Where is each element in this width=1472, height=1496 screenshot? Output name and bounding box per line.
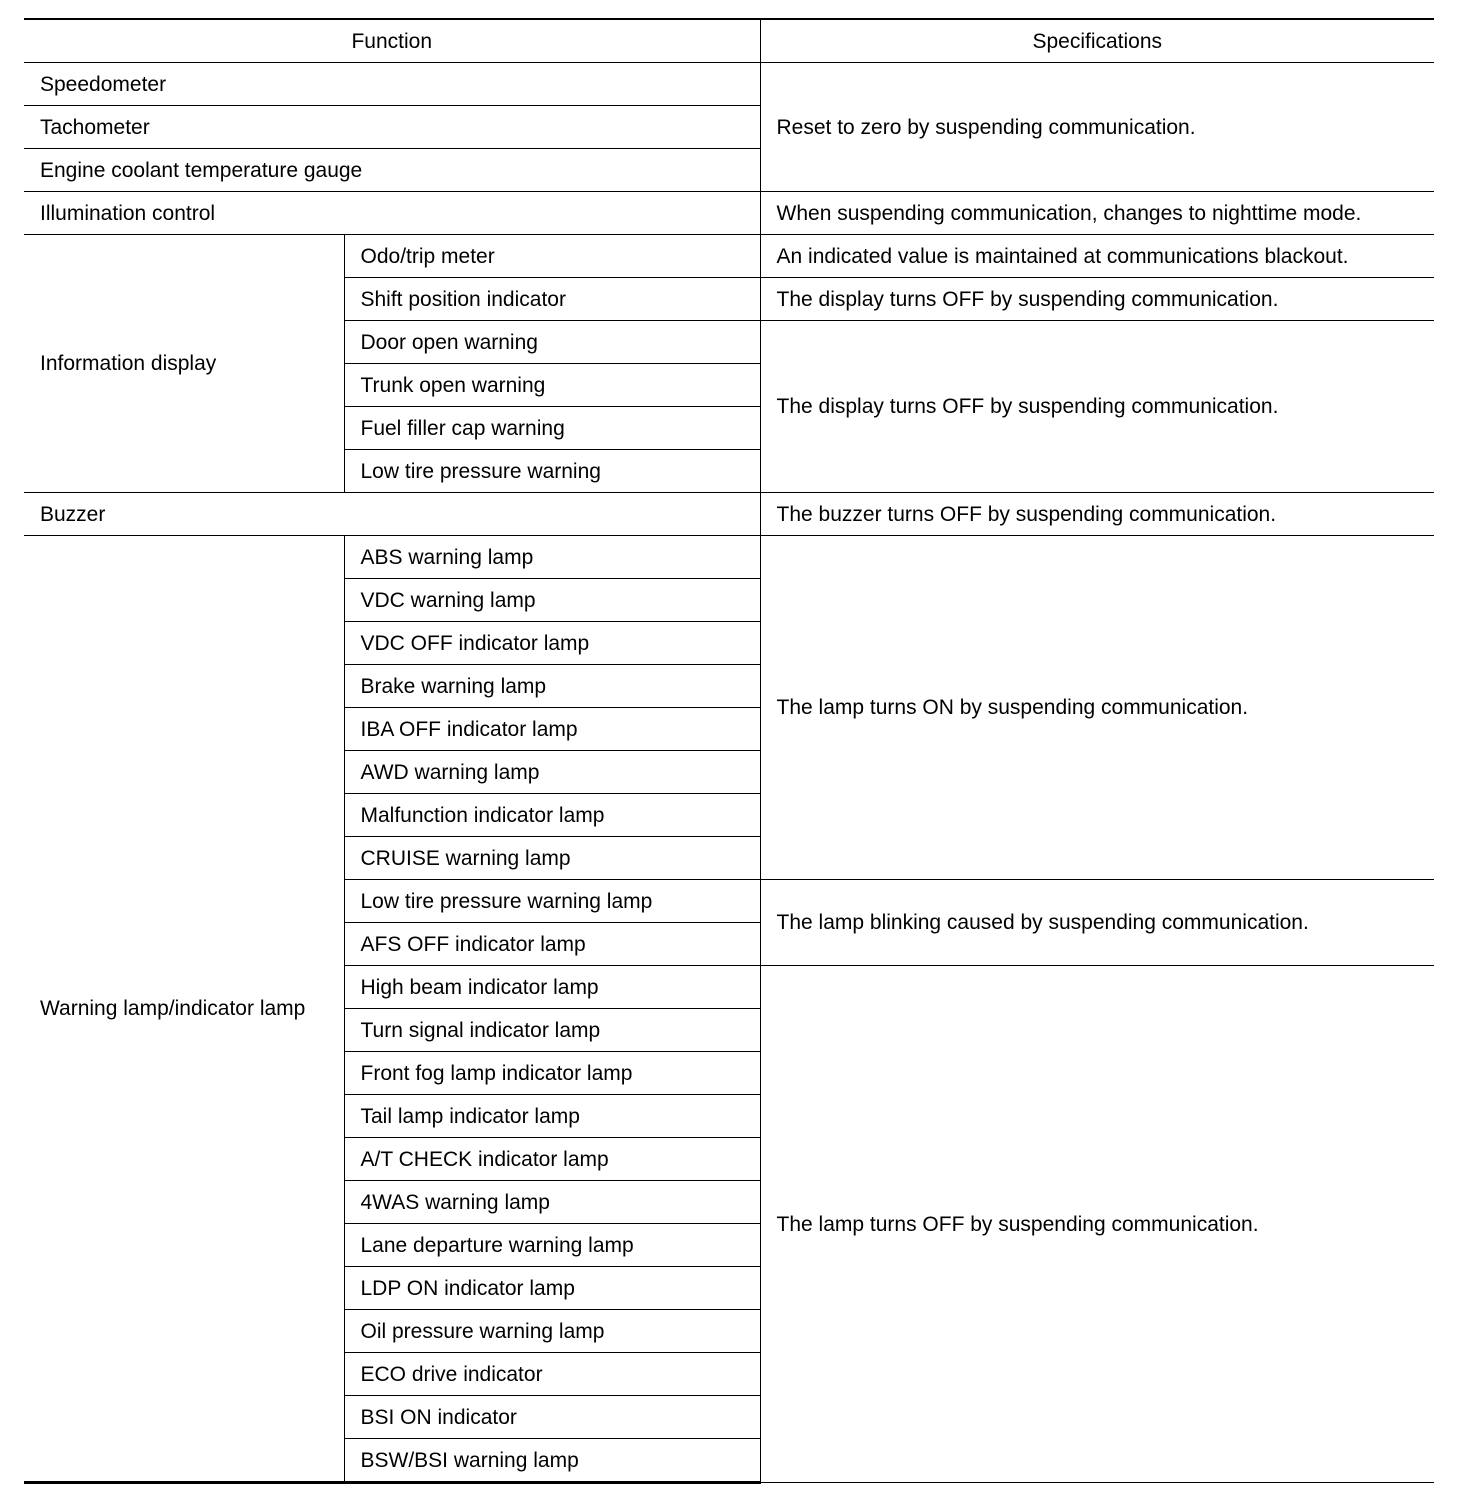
item-cell-lamp: AWD warning lamp <box>344 751 760 794</box>
item-cell-lamp: IBA OFF indicator lamp <box>344 708 760 751</box>
item-cell-lamp: BSI ON indicator <box>344 1396 760 1439</box>
spec-cell-lamp-blink: The lamp blinking caused by suspending communication. <box>760 880 1434 966</box>
item-cell-low-tire: Low tire pressure warning <box>344 450 760 493</box>
function-header: Function <box>24 19 760 63</box>
function-cell-tachometer: Tachometer <box>24 106 760 149</box>
function-cell-coolant-gauge: Engine coolant temperature gauge <box>24 149 760 192</box>
item-cell-lamp: 4WAS warning lamp <box>344 1181 760 1224</box>
item-cell-lamp: Malfunction indicator lamp <box>344 794 760 837</box>
table-row <box>24 536 1434 579</box>
item-cell-lamp: Turn signal indicator lamp <box>344 1009 760 1052</box>
item-cell-trunk-open: Trunk open warning <box>344 364 760 407</box>
function-cell-buzzer: Buzzer <box>24 493 760 536</box>
item-cell-lamp: Low tire pressure warning lamp <box>344 880 760 923</box>
spec-cell-lamp-on: The lamp turns ON by suspending communication. <box>760 536 1434 880</box>
item-cell-lamp: AFS OFF indicator lamp <box>344 923 760 966</box>
table-row <box>24 192 1434 235</box>
table-row <box>24 63 1434 106</box>
spec-cell-display-warnings: The display turns OFF by suspending communication. <box>760 321 1434 493</box>
table-row <box>24 493 1434 536</box>
item-cell-odo-trip: Odo/trip meter <box>344 235 760 278</box>
group-cell-information-display: Information display <box>24 235 344 493</box>
item-cell-lamp: BSW/BSI warning lamp <box>344 1439 760 1483</box>
specifications-header: Specifications <box>760 19 1434 63</box>
spec-cell-shift-position: The display turns OFF by suspending communication. <box>760 278 1434 321</box>
item-cell-lamp: VDC warning lamp <box>344 579 760 622</box>
item-cell-lamp: Lane departure warning lamp <box>344 1224 760 1267</box>
item-cell-lamp: ECO drive indicator <box>344 1353 760 1396</box>
spec-cell-gauges: Reset to zero by suspending communication. <box>760 63 1434 192</box>
spec-cell-odo-trip: An indicated value is maintained at communications blackout. <box>760 235 1434 278</box>
item-cell-shift-position: Shift position indicator <box>344 278 760 321</box>
function-cell-illumination: Illumination control <box>24 192 760 235</box>
spec-cell-lamp-off: The lamp turns OFF by suspending communication. <box>760 966 1434 1483</box>
group-cell-warning-lamps: Warning lamp/indicator lamp <box>24 536 344 1483</box>
item-cell-lamp: Brake warning lamp <box>344 665 760 708</box>
item-cell-lamp: Front fog lamp indicator lamp <box>344 1052 760 1095</box>
fail-safe-spec-table <box>24 18 1434 1484</box>
item-cell-door-open: Door open warning <box>344 321 760 364</box>
item-cell-lamp: A/T CHECK indicator lamp <box>344 1138 760 1181</box>
item-cell-fuel-filler: Fuel filler cap warning <box>344 407 760 450</box>
item-cell-lamp: High beam indicator lamp <box>344 966 760 1009</box>
spec-cell-illumination: When suspending communication, changes to nighttime mode. <box>760 192 1434 235</box>
item-cell-lamp: VDC OFF indicator lamp <box>344 622 760 665</box>
header-row <box>24 19 1434 63</box>
item-cell-lamp: Tail lamp indicator lamp <box>344 1095 760 1138</box>
item-cell-lamp: LDP ON indicator lamp <box>344 1267 760 1310</box>
function-cell-speedometer: Speedometer <box>24 63 760 106</box>
table-row <box>24 235 1434 278</box>
item-cell-lamp: ABS warning lamp <box>344 536 760 579</box>
spec-cell-buzzer: The buzzer turns OFF by suspending communication. <box>760 493 1434 536</box>
item-cell-lamp: CRUISE warning lamp <box>344 837 760 880</box>
item-cell-lamp: Oil pressure warning lamp <box>344 1310 760 1353</box>
